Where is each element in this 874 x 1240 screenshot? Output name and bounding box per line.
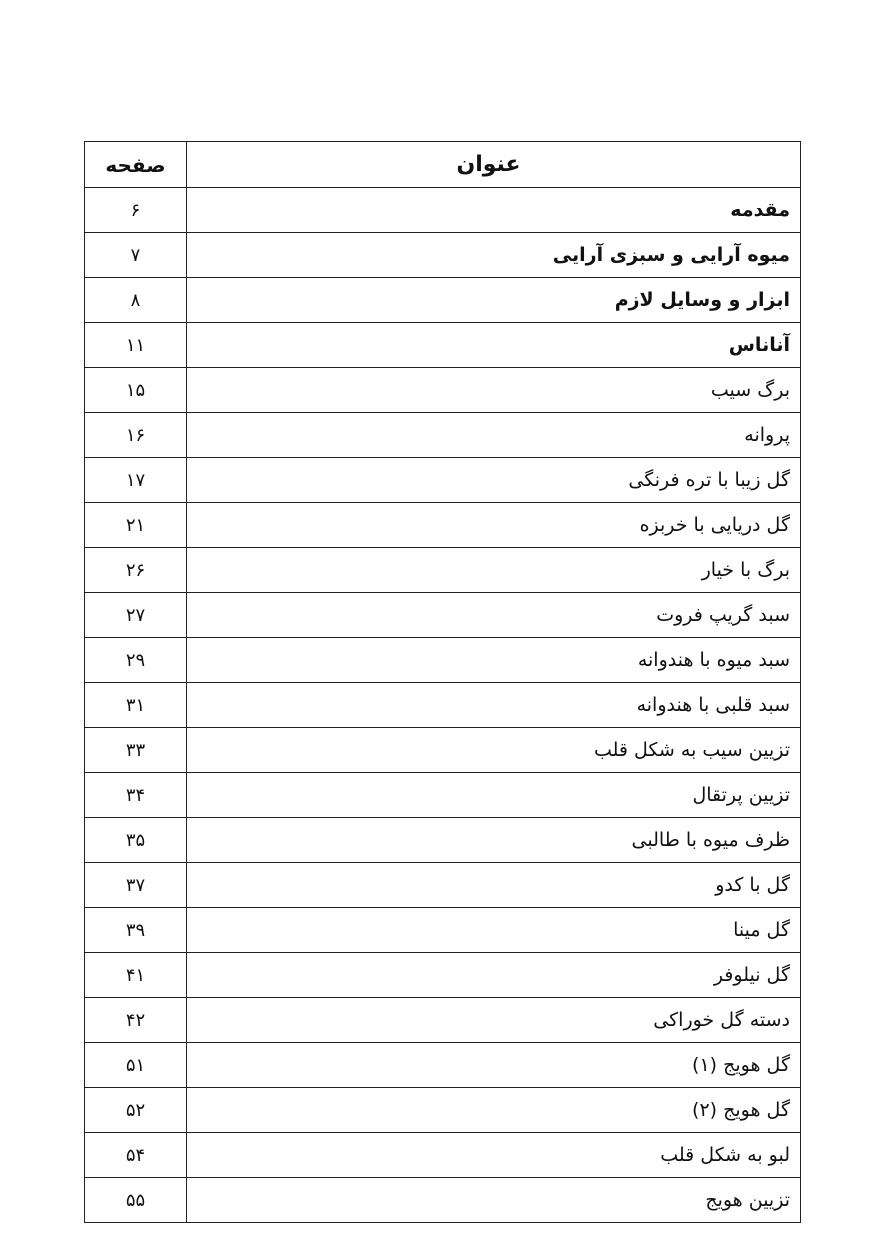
entry-title: گل زیبا با تره فرنگی (187, 458, 801, 503)
entry-title: گل دریایی با خربزه (187, 503, 801, 548)
entry-title: گل هویج (۱) (187, 1043, 801, 1088)
table-row (85, 413, 801, 458)
entry-title: آناناس (187, 323, 801, 368)
entry-title: پروانه (187, 413, 801, 458)
entry-page-number: ۵۱ (85, 1043, 187, 1088)
table-row (85, 593, 801, 638)
entry-title: تزیین سیب به شکل قلب (187, 728, 801, 773)
entry-page-number: ۱۱ (85, 323, 187, 368)
table-of-contents (84, 141, 801, 1223)
table-row (85, 188, 801, 233)
entry-page-number: ۵۴ (85, 1133, 187, 1178)
entry-title: برگ سیب (187, 368, 801, 413)
entry-title: تزیین هویج (187, 1178, 801, 1223)
table-row (85, 1043, 801, 1088)
entry-title: لبو به شکل قلب (187, 1133, 801, 1178)
entry-page-number: ۵۲ (85, 1088, 187, 1133)
entry-title: گل مینا (187, 908, 801, 953)
entry-title: مقدمه (187, 188, 801, 233)
entry-page-number: ۱۶ (85, 413, 187, 458)
entry-title: گل نیلوفر (187, 953, 801, 998)
table-row (85, 998, 801, 1043)
entry-title: سبد میوه با هندوانه (187, 638, 801, 683)
entry-page-number: ۳۵ (85, 818, 187, 863)
table-row (85, 278, 801, 323)
table-row (85, 233, 801, 278)
entry-page-number: ۳۳ (85, 728, 187, 773)
entry-page-number: ۴۱ (85, 953, 187, 998)
table-row (85, 548, 801, 593)
table-row (85, 953, 801, 998)
entry-title: سبد قلبی با هندوانه (187, 683, 801, 728)
entry-page-number: ۴۲ (85, 998, 187, 1043)
table-row (85, 323, 801, 368)
entry-title: گل هویج (۲) (187, 1088, 801, 1133)
table-row (85, 683, 801, 728)
table-row (85, 1088, 801, 1133)
entry-page-number: ۳۷ (85, 863, 187, 908)
entry-title: سبد گریپ فروت (187, 593, 801, 638)
table-row (85, 818, 801, 863)
entry-page-number: ۸ (85, 278, 187, 323)
entry-title: تزیین پرتقال (187, 773, 801, 818)
entry-page-number: ۲۶ (85, 548, 187, 593)
entry-page-number: ۱۷ (85, 458, 187, 503)
table-row (85, 1178, 801, 1223)
entry-page-number: ۶ (85, 188, 187, 233)
entry-title: برگ با خیار (187, 548, 801, 593)
entry-page-number: ۲۱ (85, 503, 187, 548)
entry-page-number: ۳۹ (85, 908, 187, 953)
toc-body (85, 188, 801, 1223)
entry-title: ظرف میوه با طالبی (187, 818, 801, 863)
title-column-header: عنوان (187, 142, 801, 188)
entry-title: میوه آرایی و سبزی آرایی (187, 233, 801, 278)
table-row (85, 908, 801, 953)
entry-title: ابزار و وسایل لازم (187, 278, 801, 323)
table-row (85, 638, 801, 683)
entry-page-number: ۲۹ (85, 638, 187, 683)
entry-page-number: ۲۷ (85, 593, 187, 638)
header-row (85, 142, 801, 188)
table-row (85, 863, 801, 908)
table-row (85, 368, 801, 413)
page-column-header: صفحه (85, 142, 187, 188)
table-row (85, 773, 801, 818)
entry-page-number: ۳۴ (85, 773, 187, 818)
entry-page-number: ۳۱ (85, 683, 187, 728)
table-row (85, 1133, 801, 1178)
entry-title: دسته گل خوراکی (187, 998, 801, 1043)
table-row (85, 458, 801, 503)
table-row (85, 728, 801, 773)
entry-page-number: ۵۵ (85, 1178, 187, 1223)
table-row (85, 503, 801, 548)
entry-title: گل با کدو (187, 863, 801, 908)
entry-page-number: ۱۵ (85, 368, 187, 413)
entry-page-number: ۷ (85, 233, 187, 278)
